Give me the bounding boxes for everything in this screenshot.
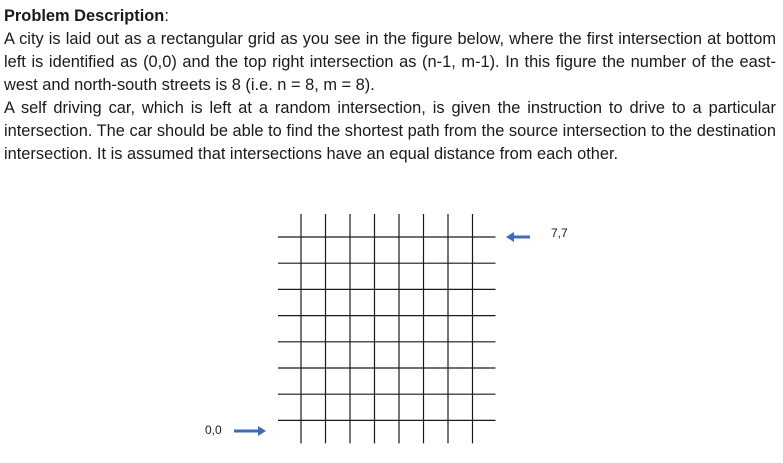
start-arrow-icon (234, 426, 266, 436)
end-arrow-icon (506, 232, 530, 242)
problem-heading: Problem Description (4, 7, 165, 25)
paragraph-self-driving-car: A self driving car, which is left at a random intersection, is given the instruction to drive to a particular intersection. The car should be able to find the shortest path from the source intersection to the destination intersection. It is assumed that intersections have an equal distance from each other. (4, 99, 776, 163)
heading-colon: : (164, 7, 169, 25)
problem-text (4, 5, 776, 166)
heading-line (4, 5, 776, 28)
paragraph-grid-description: A city is laid out as a rectangular grid as you see in the figure below, where the first intersection at bottom left is identified as (0,0) and the top right intersection as (n-1, m-1). In this figure the number of the east-west and north-south streets is 8 (i.e. n = 8, m = 8). (4, 30, 776, 94)
end-label: 7,7 (551, 226, 568, 240)
start-label: 0,0 (205, 423, 222, 437)
